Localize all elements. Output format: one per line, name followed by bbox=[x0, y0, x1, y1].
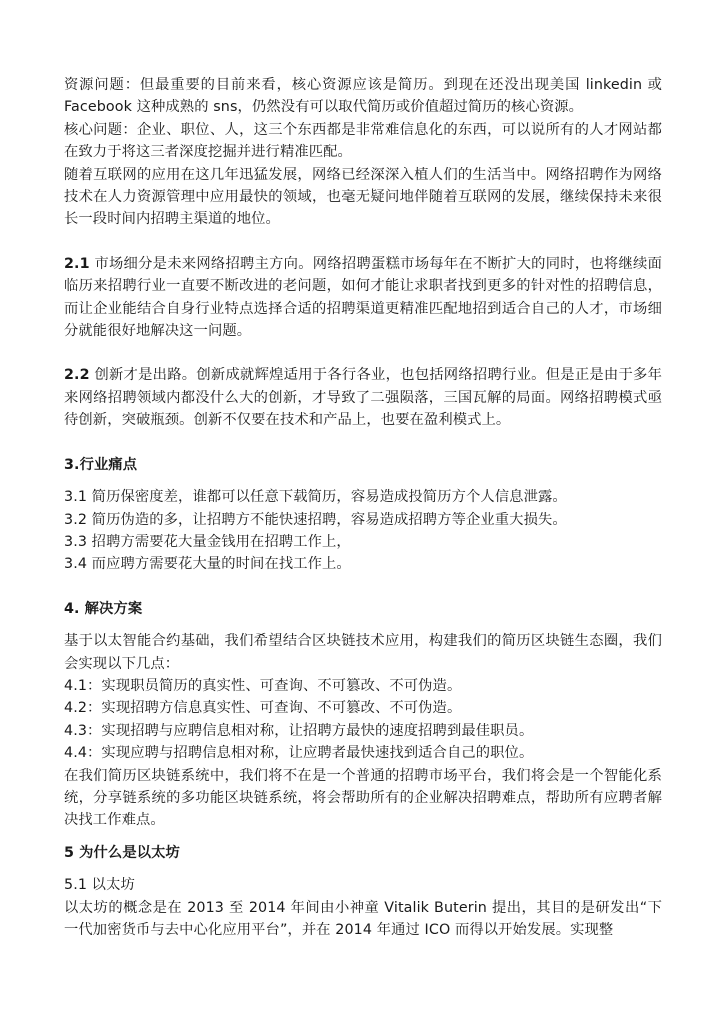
section-2-1-number: 2.1 bbox=[64, 255, 90, 272]
paragraph-core-problem: 核心问题：企业、职位、人，这三个东西都是非常难信息化的东西，可以说所有的人才网站都在致力于将这三者深度挖掘并进行精准匹配。 bbox=[64, 121, 662, 161]
list-item-3-1: 3.1 简历保密度差，谁都可以任意下载简历，容易造成投简历方个人信息泄露。 bbox=[64, 489, 567, 506]
document-page bbox=[64, 74, 662, 941]
section-2-1-text: 市场细分是未来网络招聘主方向。网络招聘蛋糕市场每年在不断扩大的同时，也将继续面临历来招聘行业一直要不断改进的老问题，如何才能让求职者找到更多的针对性的招聘信息，而让企业能结合自身行业特点选择合适的招聘渠道更精准匹配地招到适合自己的人才，市场细分就能很好地解决这一问题。 bbox=[64, 255, 662, 340]
paragraph-section-2-1 bbox=[64, 253, 662, 343]
paragraph-section-2-2 bbox=[64, 364, 662, 431]
paragraph-ethereum-intro: 以太坊的概念是在 2013 至 2014 年间由小神童 Vitalik Buterin 提出，其目的是研发出“下一代加密货币与去中心化应用平台”，并在 2014 年通过 ICO 而得以开始发展。实现整 bbox=[64, 899, 662, 938]
list-item-4-4: 4.4：实现应聘与招聘信息相对称，让应聘者最快速找到适合自己的职位。 bbox=[64, 745, 534, 762]
list-item-4-2: 4.2：实现招聘方信息真实性、可查询、不可篡改、不可伪造。 bbox=[64, 700, 462, 717]
paragraph-system-summary: 在我们简历区块链系统中，我们将不在是一个普通的招聘市场平台，我们将会是一个智能化系统，分享链系统的多功能区块链系统，将会帮助所有的企业解决招聘难点，帮助所有应聘者解决找工作难点。 bbox=[64, 767, 662, 829]
heading-why-ethereum: 5 为什么是以太坊 bbox=[64, 844, 180, 861]
list-item-3-3: 3.3 招聘方需要花大量金钱用在招聘工作上， bbox=[64, 533, 351, 550]
paragraph-resource-problem: 资源问题：但最重要的目前来看，核心资源应该是简历。到现在还没出现美国 linkedin 或 Facebook 这种成熟的 sns，仍然没有可以取代简历或价值超过简历的核心资源。 bbox=[64, 77, 662, 116]
list-item-4-3: 4.3：实现招聘与应聘信息相对称，让招聘方最快的速度招聘到最佳职员。 bbox=[64, 722, 534, 739]
list-item-3-2: 3.2 简历伪造的多，让招聘方不能快速招聘，容易造成招聘方等企业重大损失。 bbox=[64, 511, 567, 528]
list-item-4-1: 4.1：实现职员简历的真实性、可查询、不可篡改、不可伪造。 bbox=[64, 677, 462, 694]
paragraph-solution-intro: 基于以太智能合约基础，我们希望结合区块链技术应用，构建我们的简历区块链生态圈，我们会实现以下几点： bbox=[64, 633, 662, 672]
heading-industry-pain-points: 3.行业痛点 bbox=[64, 456, 138, 473]
heading-solution: 4. 解决方案 bbox=[64, 600, 143, 617]
list-item-3-4: 3.4 而应聘方需要花大量的时间在找工作上。 bbox=[64, 556, 351, 573]
list-item-5-1: 5.1 以太坊 bbox=[64, 877, 135, 894]
paragraph-internet-development: 随着互联网的应用在这几年迅猛发展，网络已经深深入植人们的生活当中。网络招聘作为网络技术在人力资源管理中应用最快的领域，也毫无疑问地伴随着互联网的发展，继续保持未来很长一段时间内招聘主渠道的地位。 bbox=[64, 166, 662, 228]
section-2-2-number: 2.2 bbox=[64, 367, 90, 384]
section-2-2-text: 创新才是出路。创新成就辉煌适用于各行各业，也包括网络招聘行业。但是正是由于多年来网络招聘领域内都没什么大的创新，才导致了二强陨落，三国瓦解的局面。网络招聘模式亟待创新，突破瓶颈。创新不仅要在技术和产品上，也要在盈利模式上。 bbox=[64, 367, 662, 429]
